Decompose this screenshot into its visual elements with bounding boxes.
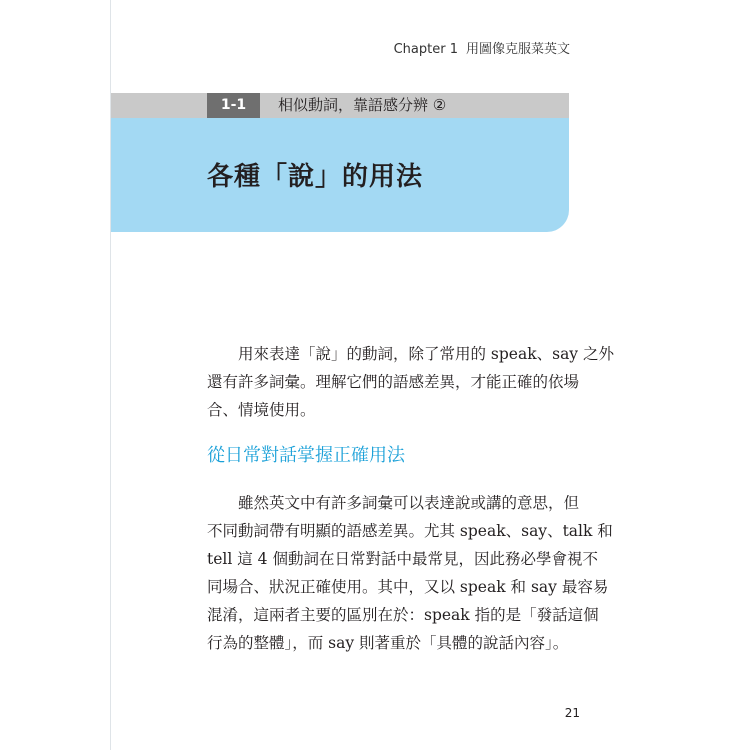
section-number: 1-1 [207,93,260,118]
intro-line: 用來表達「說」的動詞，除了常用的 speak、say 之外 [238,345,614,363]
subheading: 從日常對話掌握正確用法 [207,445,405,466]
body-paragraph [207,489,613,657]
page-number: 21 [564,706,580,720]
page-title: 各種「說」的用法 [207,162,424,192]
body-line: 不同動詞帶有明顯的語感差異。尤其 speak、say、talk 和 [207,522,613,540]
body-line: 行為的整體」，而 say 則著重於「具體的說話內容」。 [207,634,569,652]
body-line: 混淆，這兩者主要的區別在於：speak 指的是「發話這個 [207,606,599,624]
body-line: 同場合、狀況正確使用。其中，又以 speak 和 say 最容易 [207,578,609,596]
chapter-title: 用圖像克服菜英文 [465,42,570,57]
body-line: 雖然英文中有許多詞彙可以表達說或講的意思，但 [238,494,580,512]
chapter-number: Chapter 1 [393,42,458,57]
section-label: 相似動詞，靠語感分辨 ② [278,96,447,114]
body-line: tell 這 4 個動詞在日常對話中最常見，因此務必學會視不 [207,550,598,568]
section-bar [111,93,569,118]
running-header [340,38,570,57]
intro-line: 合、情境使用。 [207,401,316,419]
title-band [111,118,569,232]
intro-paragraph [207,340,614,424]
intro-line: 還有許多詞彙。理解它們的語感差異，才能正確的依場 [207,373,580,391]
